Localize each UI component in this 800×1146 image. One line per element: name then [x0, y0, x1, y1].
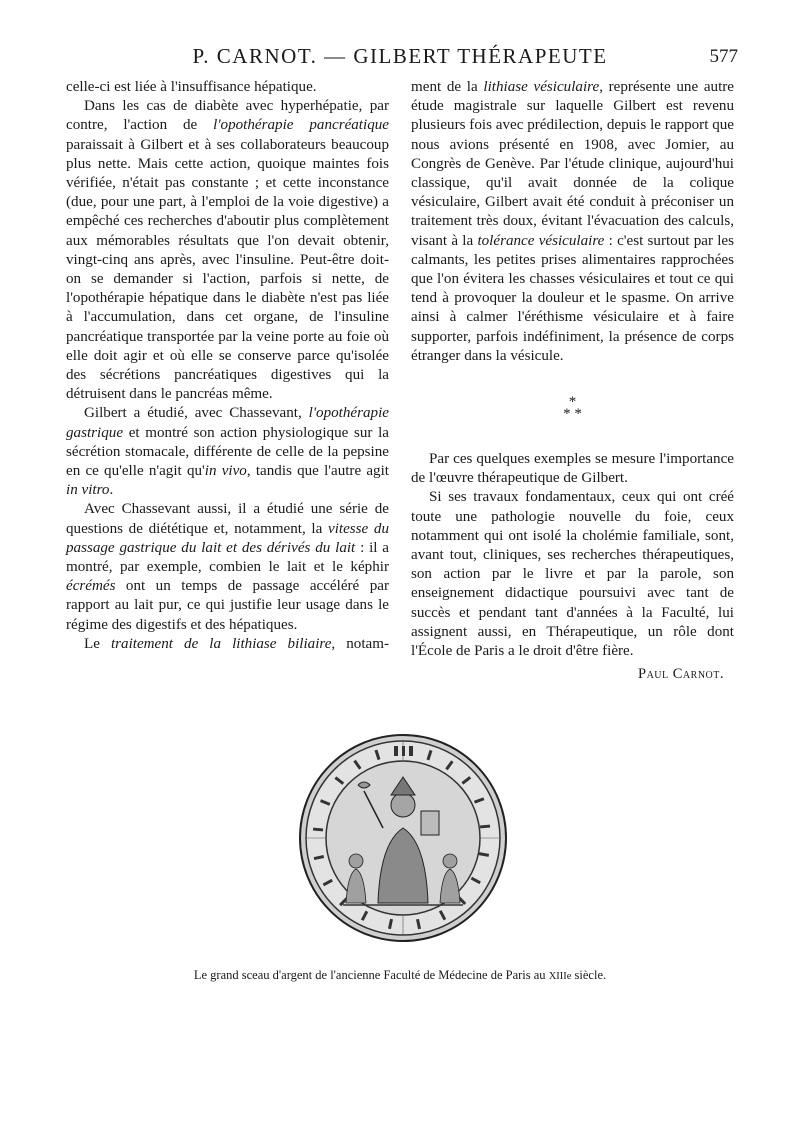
- paragraph: Par ces quelques exemples se mesure l'importance de l'œuvre thérapeutique de Gilbert.: [411, 451, 734, 487]
- paragraph: Si ses travaux fondamentaux, ceux qui ont créé toute une pathologie nouvelle du foie, ceux notamment qui ont isolé la cholémie familiale, sont, avant tout, cliniques, ses recherches thérapeutiques, son action par le livre et par la parole, son enseignement didactique poursuivi avec tant de succès et pendant tant d'années à la Faculté, lui assignent aussi, en Thérapeutique, un rôle dont l'École de Paris a le droit d'être fière.: [411, 489, 734, 660]
- author-signature: Paul Carnot.: [638, 666, 724, 683]
- left-column: [66, 78, 389, 654]
- running-header: [0, 44, 800, 74]
- paragraph: Le traitement de la lithiase biliaire, notam-: [84, 635, 389, 652]
- page-number: 577: [709, 46, 738, 67]
- paragraph: celle-ci est liée à l'insuffisance hépatique.: [66, 79, 317, 95]
- paragraph: ment de la lithiase vésiculaire, représente une autre étude magistrale sur laquelle Gilbert est revenu plusieurs fois avec prédilection, depuis le rapport que nous avions présenté en 1908, avec Jomier, au Congrès de Genève. Par l'étude clinique, aujourd'hui classique, qu'il avait donnée de la colique vésiculaire, Gilbert avait été conduit à préconiser un traitement très doux, évitant l'évacuation des calculs, visant à la tolérance vésiculaire : c'est surtout par les calmants, les petites prises alimentaires rapprochées que l'on évitera les chasses vésiculaires et tout ce qui tend à provoquer la douleur et le spasme. On arrive ainsi à calmer l'éréthisme vésiculaire et à faire supporter, parfois indéfiniment, la présence de corps étranger dans la vésicule.: [411, 79, 735, 364]
- paragraph: Gilbert a étudié, avec Chassevant, l'opothérapie gastrique et montré son action physiologique sur la sécrétion stomacale, différente de celle de la pepsine en ce qu'elle n'agit qu'in vivo, tandis que l'autre agit in vitro.: [66, 405, 389, 499]
- medieval-seal-icon: [298, 733, 508, 943]
- section-separator-stars: * * *: [563, 394, 582, 423]
- paragraph: Avec Chassevant aussi, il a étudié une série de questions de diététique et, notamment, la vitesse du passage gastrique du lait et des dérivés du lait : il a montré, par exemple, combien le lait et le képhir écrémés ont un temps de passage accéléré par rapport au lait pur, ce qui justifie leur usage dans le régime des digestifs et des hépatiques.: [66, 501, 389, 633]
- header-title: P. CARNOT. — GILBERT THÉRAPEUTE: [192, 44, 608, 68]
- figure-caption: Le grand sceau d'argent de l'ancienne Faculté de Médecine de Paris au XIIIe siècle.: [193, 968, 607, 982]
- paragraph: Dans les cas de diabète avec hyperhépatie, par contre, l'action de l'opothérapie pancréatique paraissait à Gilbert et à ses collaborateurs beaucoup plus nette. Mais cette action, quoique maintes fois vérifiée, n'était pas constante ; et cette inconstance (due, pour une part, à l'emploi de la voie digestive) a empêché ces recherches d'aboutir plus complètement aux mémorables résultats que l'on devait obtenir, vingt-cinq ans après, avec l'insuline. Peut-être doit-on se demander si l'action, parfois si nette, de l'opothérapie hépatique dans le diabète n'est pas liée à l'accumulation, dans cet organe, de l'insuline pancréatique transportée par la veine porte au foie où elle doit agir et où elle se conserve parce qu'isolée des sécrétions pancréatiques digestives qui la détruisent dans le pancréas même.: [66, 98, 389, 403]
- right-column: [411, 78, 734, 684]
